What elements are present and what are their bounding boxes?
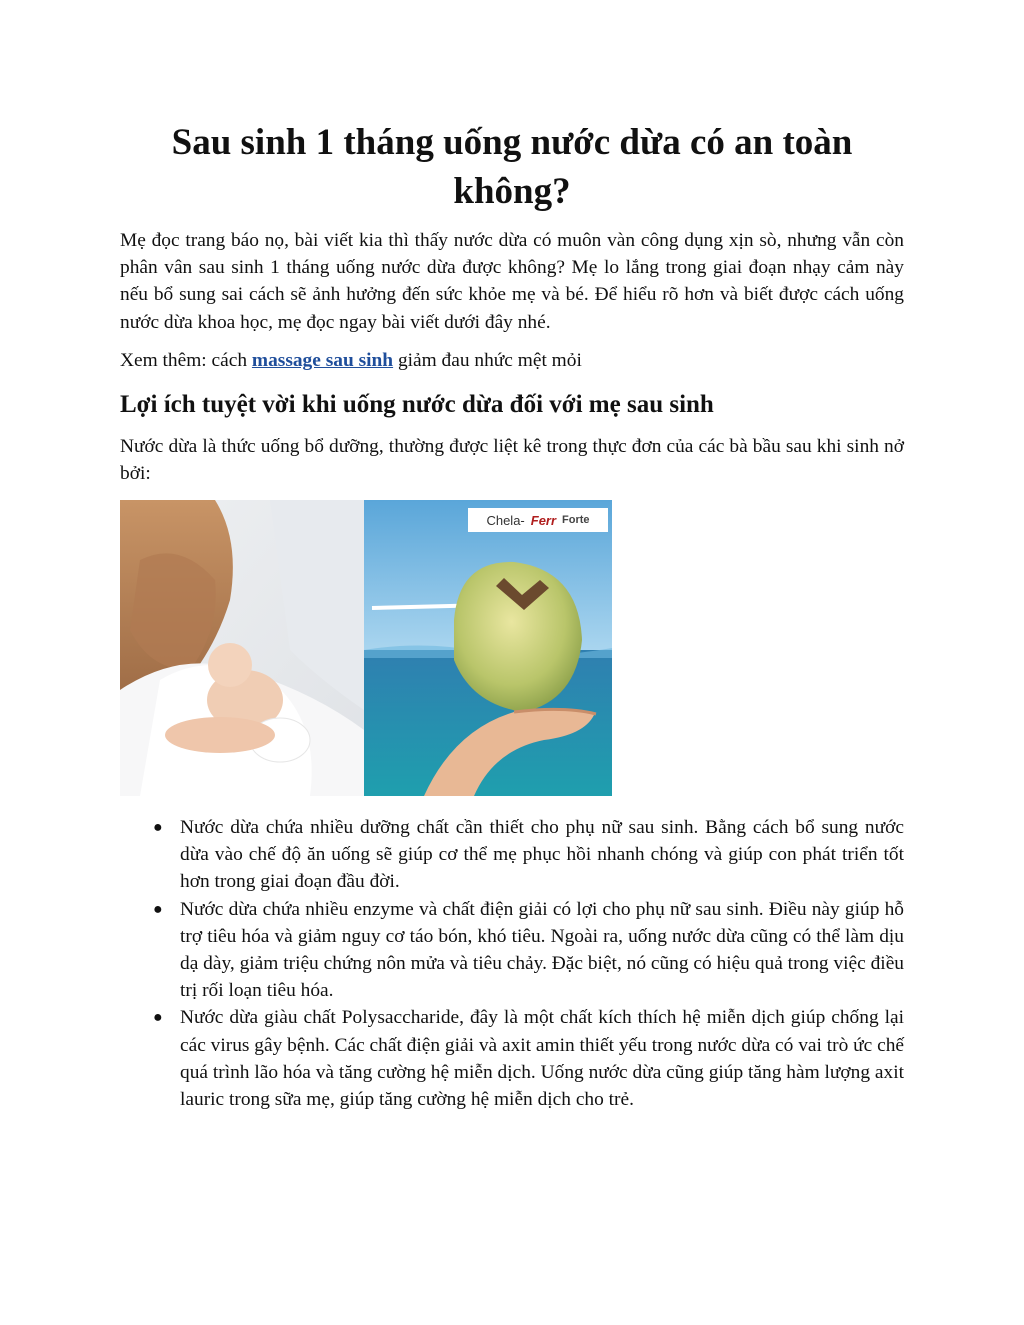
benefit-item: [120, 896, 904, 1005]
see-also-prefix: Xem thêm: cách: [120, 350, 252, 371]
mother-breastfeeding-photo: [120, 500, 364, 796]
benefit-text: Nước dừa chứa nhiều dưỡng chất cần thiết cho phụ nữ sau sinh. Bằng cách bổ sung nước dừa vào chế độ ăn uống sẽ giúp cơ thể mẹ phục hồi nhanh chóng và giúp con phát triển tốt hơn trong giai đoạn đầu đời.: [180, 817, 904, 893]
article-title: Sau sinh 1 tháng uống nước dừa có an toàn không?: [171, 122, 853, 212]
coconut-photo: [364, 500, 612, 796]
brand-logo-forte: Forte: [562, 514, 590, 526]
benefits-list: [120, 814, 904, 1113]
benefit-item: [120, 1004, 904, 1113]
benefit-text: Nước dừa chứa nhiều enzyme và chất điện giải có lợi cho phụ nữ sau sinh. Điều này giúp hỗ trợ tiêu hóa và giảm nguy cơ táo bón, khó tiêu. Ngoài ra, uống nước dừa cũng có thể làm dịu dạ dày, giảm triệu chứng nôn mửa và tiêu chảy. Đặc biệt, nó cũng có hiệu quả trong việc điều trị rối loạn tiêu hóa.: [180, 898, 904, 1002]
coconut-illustration: [364, 500, 612, 796]
massage-link[interactable]: massage sau sinh: [251, 350, 394, 371]
intro-paragraph: Mẹ đọc trang báo nọ, bài viết kia thì thấy nước dừa có muôn vàn công dụng xịn sò, nhưng vẫn còn phân vân sau sinh 1 tháng uống nước dừa được không? Mẹ lo lắng trong giai đoạn nhạy cảm này nếu bổ sung sai cách sẽ ảnh hưởng đến sức khỏe mẹ và bé. Để hiểu rõ hơn và biết được cách uống nước dừa khoa học, mẹ đọc ngay bài viết dưới đây nhé.: [120, 230, 904, 333]
bullet-icon: ●: [153, 1009, 163, 1027]
section-heading: Lợi ích tuyệt vời khi uống nước dừa đối với mẹ sau sinh: [120, 391, 714, 418]
section-lead-paragraph: Nước dừa là thức uống bổ dưỡng, thường được liệt kê trong thực đơn của các bà bầu sau khi sinh nở bởi:: [120, 436, 904, 485]
brand-logo-chela: Chela-: [486, 512, 525, 528]
bullet-icon: ●: [153, 900, 163, 918]
see-also-line: [120, 347, 582, 374]
bullet-icon: ●: [153, 819, 163, 836]
mother-baby-illustration: [120, 500, 364, 796]
see-also-suffix: giảm đau nhức mệt mỏi: [393, 350, 582, 371]
article-image: [120, 500, 612, 796]
brand-logo: [468, 508, 608, 532]
brand-logo-ferr: Ferr: [530, 512, 557, 528]
benefit-item: [120, 814, 904, 896]
benefit-text: Nước dừa giàu chất Polysaccharide, đây là một chất kích thích hệ miễn dịch giúp chống lại các virus gây bệnh. Các chất điện giải và axit amin thiết yếu trong nước dừa có vai trò ức chế quá trình lão hóa và tăng cường hệ miễn dịch. Uống nước dừa cũng giúp tăng hàm lượng axit lauric trong sữa mẹ, giúp tăng cường hệ miễn dịch cho trẻ.: [180, 1007, 904, 1111]
